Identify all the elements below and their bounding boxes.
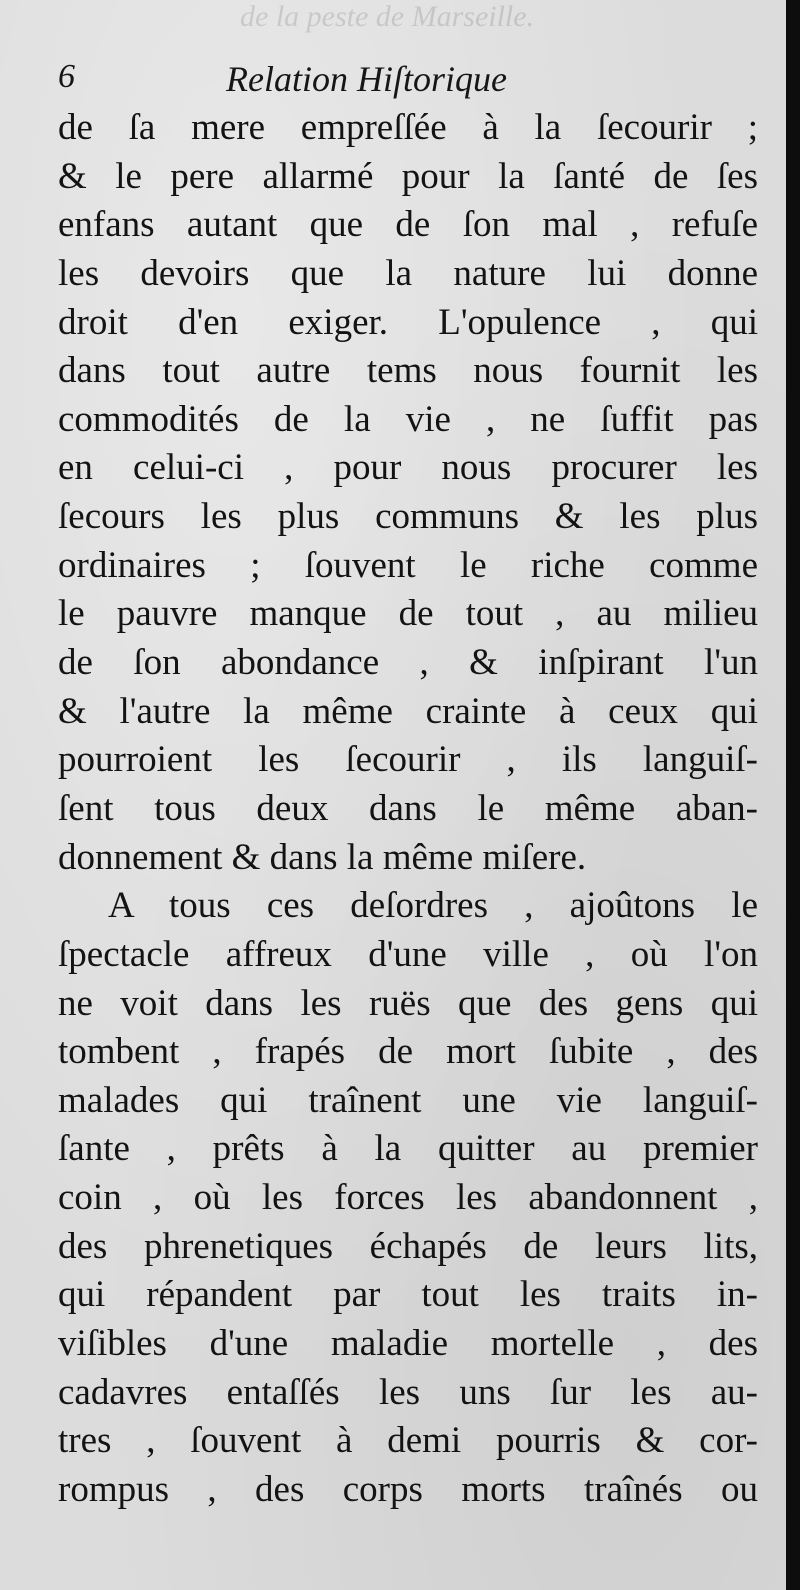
text-line: & le pere allarmé pour la ſanté de ſes [58,155,758,197]
text-line: cadavres entaſſés les uns ſur les au- [58,1371,758,1413]
text-line: dans tout autre tems nous fournit les [58,350,758,392]
page-number: 6 [58,58,75,95]
text-line: A tous ces deſordres , ajoûtons le [108,885,758,927]
text-line: viſibles d'une maladie mortelle , des [58,1323,758,1365]
text-line: tombent , frapés de mort ſubite , des [58,1031,758,1073]
text-line: enfans autant que de ſon mal , refuſe [58,204,758,246]
text-line: en celui-ci , pour nous procurer les [58,447,758,489]
text-line: les devoirs que la nature lui donne [58,252,758,294]
text-line: qui répandent par tout les traits in- [58,1274,758,1316]
text-line: tres , ſouvent à demi pourris & cor- [58,1420,758,1462]
text-line: ſante , prêts à la quitter au premier [58,1128,758,1170]
text-line: pourroient les ſecourir , ils languiſ- [58,739,758,781]
text-line: ordinaires ; ſouvent le riche comme [58,544,758,586]
text-line: donnement & dans la même miſere. [58,836,587,878]
text-line: ne voit dans les ruës que des gens qui [58,982,758,1024]
text-line: de ſa mere empreſſée à la ſecourir ; [58,107,758,148]
text-line: de ſon abondance , & inſpirant l'un [58,642,758,684]
text-line: le pauvre manque de tout , au milieu [58,593,758,635]
text-line: coin , où les forces les abandonnent , [58,1177,758,1219]
running-title: Relation Hiſtorique [226,59,507,99]
text-line: droit d'en exiger. L'opulence , qui [58,301,758,343]
body-text [58,104,758,1515]
text-line: rompus , des corps morts traînés ou [58,1468,758,1510]
text-line: commodités de la vie , ne ſuffit pas [58,398,758,440]
running-head [58,58,758,104]
text-line: ſpectacle affreux d'une ville , où l'on [58,933,758,975]
text-line: ſent tous deux dans le même aban- [58,787,758,829]
text-line: & l'autre la même crainte à ceux qui [58,690,758,732]
bleed-through-text: de la peste de Marseille. [240,0,535,33]
text-line: malades qui traînent une vie languiſ- [58,1079,758,1121]
text-line: des phrenetiques échapés de leurs lits, [58,1225,758,1267]
text-line: ſecours les plus communs & les plus [58,496,758,538]
